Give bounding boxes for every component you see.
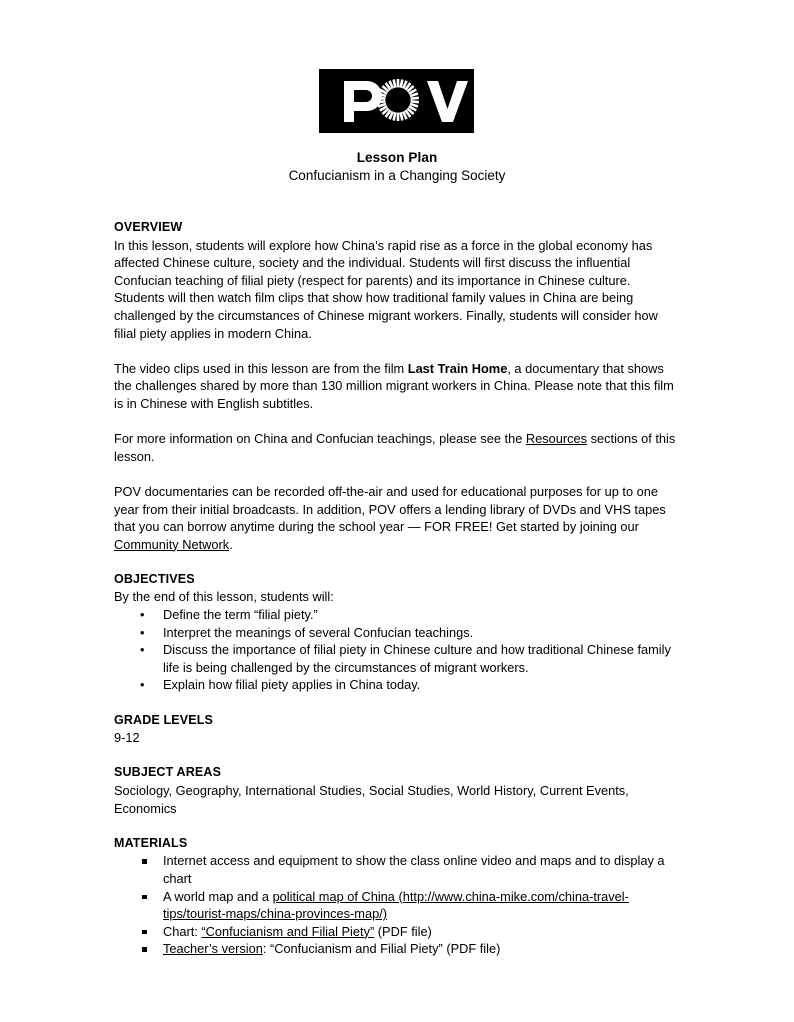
overview-p2-part2: , a documentary that shows the challenges shared by more than 130 million migrant workers in China. Please note that this film is in Chinese with English subtitles. [114,360,674,411]
spacer [114,342,681,360]
materials-list [114,852,681,958]
materials-item3-part1: Chart: [163,923,202,939]
section-heading-subject-areas: SUBJECT AREAS [114,765,222,780]
spacer [114,817,681,835]
list-item [114,923,681,941]
pov-logo-icon [319,69,474,133]
chart-pdf-link[interactable]: “Confucianism and Filial Piety” [201,923,375,939]
spacer [114,747,681,765]
film-title: Last Train Home [407,360,508,376]
section-heading-objectives: OBJECTIVES [114,571,195,586]
teachers-version-link[interactable]: Teacher’s version [163,941,263,957]
overview-p2-part1: The video clips used in this lesson are from the film [114,360,408,376]
materials-item4-part2: : “Confucianism and Filial Piety” (PDF file) [262,941,501,957]
materials-item2-part1: A world map and a [163,888,273,904]
overview-paragraph-3 [114,430,681,465]
spacer [114,465,681,483]
list-item: • Explain how filial piety applies in China today. [114,676,681,694]
objectives-lead-in: By the end of this lesson, students will: [114,589,334,605]
overview-paragraph-2 [114,360,681,413]
title-block [0,149,794,185]
overview-p4-part2: . [229,536,233,552]
political-map-link[interactable]: political map of China [272,888,395,904]
page-title: Lesson Plan [356,150,438,165]
materials-item3-part2: (PDF file) [374,923,432,939]
community-network-link[interactable]: Community Network [114,536,230,552]
list-item: • Interpret the meanings of several Confucian teachings. [114,624,681,642]
list-item [114,940,681,958]
list-item: • Define the term “filial piety.” [114,606,681,624]
overview-paragraph-4 [114,483,681,553]
overview-p3-part1: For more information on China and Confucian teachings, please see the [114,431,526,447]
resources-link[interactable]: Resources [525,431,588,447]
list-item [114,888,681,923]
spacer [114,694,681,712]
subject-areas-value: Sociology, Geography, International Studies, Social Studies, World History, Current Events, Economics [114,783,629,816]
spacer [114,413,681,431]
list-item: • Discuss the importance of filial piety in Chinese culture and how traditional Chinese family life is being challenged by the circumstances of migrant workers. [114,641,681,676]
overview-p3-part2: sections of this lesson. [114,431,676,464]
page-subtitle: Confucianism in a Changing Society [288,168,506,183]
spacer [114,553,681,571]
document-body [114,219,681,958]
overview-p4-part1: POV documentaries can be recorded off-the-air and used for educational purposes for up to one year from their initial broadcasts. In addition, POV offers a lending library of DVDs and VHS tapes that you can borrow anytime during the school year — FOR FREE! Get started by joining our [114,483,666,535]
overview-paragraph-1: In this lesson, students will explore how China’s rapid rise as a force in the global economy has affected Chinese culture, society and the individual. Students will first discuss the influential Confucian teaching of filial piety (respect for parents) and its importance in Chinese culture. Students will then watch film clips that show how traditional family values in China are being challenged by the circumstances of Chinese migrant workers. Finally, students will consider how filial piety applies in modern China. [114,237,658,341]
china-map-url[interactable]: (http://www.china-mike.com/china-travel-tips/tourist-maps/china-provinces-map/) [163,888,629,922]
grade-levels-value: 9-12 [114,730,140,746]
list-item: Internet access and equipment to show the class online video and maps and to display a chart [114,852,681,887]
pov-logo [319,69,474,133]
section-heading-grade-levels: GRADE LEVELS [114,712,214,727]
objectives-list [114,606,681,694]
section-heading-overview: OVERVIEW [114,220,183,234]
section-heading-materials: MATERIALS [114,835,188,850]
